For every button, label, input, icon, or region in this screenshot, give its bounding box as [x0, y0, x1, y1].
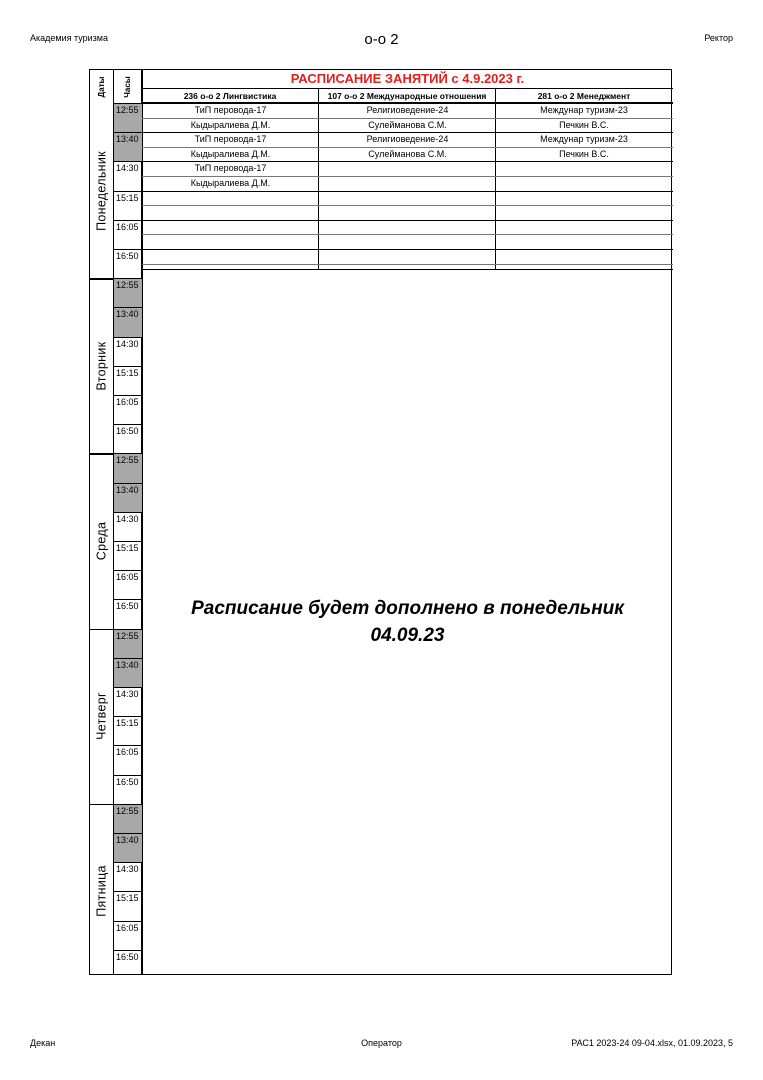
- lesson-subject: Религиоведение-24: [366, 105, 449, 115]
- grid-line: [114, 716, 142, 717]
- schedule-notice: [142, 595, 673, 649]
- lesson-subject: ТиП перовода-17: [194, 134, 267, 145]
- group-header-2: 107 о-о 2 Международные отношения: [327, 91, 487, 101]
- time-slot: 12:55: [114, 629, 142, 658]
- grid-line: [114, 278, 142, 279]
- grid-line: [114, 424, 142, 425]
- grid-line: [114, 337, 142, 338]
- footer-dean: Декан: [30, 1038, 56, 1048]
- grid-line: [114, 249, 142, 250]
- time-slot-fill: [114, 147, 142, 162]
- notice-line-1: Расписание будет дополнено в понедельник: [191, 598, 624, 619]
- schedule-table: [89, 69, 672, 975]
- grid-line: [114, 804, 142, 805]
- time-slot: 12:55: [114, 804, 142, 833]
- day-label-3: Среда: [95, 521, 109, 561]
- lesson-subject: Междунар туризм-23: [540, 134, 628, 145]
- grid-line: [114, 891, 142, 892]
- lesson-teacher: Кыдыралиева Д.М.: [190, 148, 271, 159]
- grid-line: [114, 220, 142, 221]
- grid-line: [114, 132, 142, 133]
- lesson-teacher: [496, 176, 672, 191]
- time-slot: 15:15: [116, 367, 139, 378]
- grid-line: [114, 453, 142, 454]
- header-academy: Академия туризма: [30, 33, 108, 43]
- col-hours-header: Часы: [123, 76, 132, 98]
- time-slot: 13:40: [114, 483, 142, 512]
- footer-operator: Оператор: [361, 1038, 402, 1048]
- group-header-3: 281 о-о 2 Менеджмент: [537, 91, 631, 101]
- grid-line: [114, 599, 142, 600]
- time-slot: 13:40: [114, 833, 142, 862]
- time-slot: 12:55: [114, 103, 142, 118]
- time-slot: 14:30: [116, 689, 139, 699]
- grid-line: [114, 570, 142, 571]
- lesson-subject: [319, 161, 496, 176]
- time-slot: 16:05: [116, 747, 139, 758]
- lesson-subject: [496, 161, 672, 176]
- footer-file-info: РАС1 2023-24 09-04.xlsx, 01.09.2023, 5: [571, 1038, 733, 1048]
- time-slot: 16:50: [116, 776, 139, 787]
- day-label-5: Пятница: [95, 865, 109, 918]
- time-slot: 13:40: [114, 307, 142, 336]
- time-slot: 15:15: [116, 893, 139, 904]
- grid-line: [142, 191, 673, 192]
- grid-line: [114, 950, 142, 951]
- grid-line: [114, 629, 142, 630]
- grid-line: [114, 483, 142, 484]
- time-slot: 13:40: [114, 658, 142, 687]
- grid-line: [114, 307, 142, 308]
- time-slot: 16:05: [116, 397, 139, 407]
- time-slot: 16:50: [116, 251, 139, 261]
- time-slot: 14:30: [116, 338, 139, 349]
- header-group: о-о 2: [364, 31, 399, 48]
- grid-line: [142, 234, 673, 235]
- day-label-4: Четверг: [95, 692, 109, 741]
- lesson-subject: Религиоведение-24: [366, 134, 449, 145]
- grid-line: [142, 269, 673, 270]
- grid-line: [142, 205, 673, 206]
- header-rector: Ректор: [704, 33, 733, 43]
- time-slot-fill: [114, 118, 142, 133]
- time-slot: 16:50: [116, 426, 139, 437]
- grid-line: [142, 264, 673, 265]
- grid-line: [114, 512, 142, 513]
- time-slot: 15:15: [116, 718, 139, 729]
- col-dates-header: Даты: [97, 76, 106, 98]
- lesson-subject: ТиП перовода-17: [194, 163, 267, 174]
- grid-line: [114, 687, 142, 688]
- time-slot: 16:05: [116, 221, 139, 232]
- grid-line: [114, 395, 142, 396]
- day-label-2: Вторник: [95, 341, 109, 391]
- time-slot: 15:15: [116, 192, 139, 203]
- grid-line: [114, 161, 142, 162]
- time-slot: 14:30: [116, 513, 139, 524]
- grid-line: [114, 366, 142, 367]
- grid-line: [142, 249, 673, 250]
- time-slot: 14:30: [116, 864, 139, 875]
- time-slot: 16:50: [116, 601, 139, 612]
- grid-line: [142, 220, 673, 221]
- lesson-teacher: Печкин В.С.: [559, 148, 609, 159]
- lesson-teacher: Кыдыралиева Д.М.: [190, 178, 271, 188]
- grid-line: [114, 833, 142, 834]
- time-slot: 15:15: [116, 543, 139, 553]
- time-slot: 14:30: [116, 163, 139, 174]
- grid-line: [114, 862, 142, 863]
- grid-line: [114, 191, 142, 192]
- grid-line: [114, 103, 142, 104]
- lesson-teacher: Сулейманова С.М.: [368, 148, 447, 159]
- grid-line: [114, 921, 142, 922]
- time-slot: 12:55: [114, 278, 142, 307]
- group-header-1: 236 о-о 2 Лингвистика: [183, 91, 277, 101]
- schedule-title: РАСПИСАНИЕ ЗАНЯТИЙ с 4.9.2023 г.: [142, 70, 673, 89]
- lesson-teacher: Печкин В.С.: [559, 119, 609, 130]
- lesson-teacher: Сулейманова С.М.: [368, 119, 447, 130]
- grid-line: [114, 541, 142, 542]
- lesson-subject: Междунар туризм-23: [540, 105, 628, 115]
- lesson-subject: ТиП перовода-17: [194, 105, 267, 115]
- time-slot: 16:05: [116, 572, 139, 583]
- lesson-teacher: [319, 176, 496, 191]
- time-slot: 12:55: [114, 453, 142, 482]
- time-slot: 13:40: [114, 132, 142, 147]
- grid-line: [114, 745, 142, 746]
- time-slot: 16:05: [116, 922, 139, 933]
- lesson-teacher: Кыдыралиева Д.М.: [190, 119, 271, 130]
- time-slot: 16:50: [116, 951, 139, 962]
- day-label-1: Понедельник: [95, 150, 109, 231]
- notice-line-2: 04.09.23: [370, 625, 445, 646]
- grid-line: [114, 775, 142, 776]
- grid-line: [114, 658, 142, 659]
